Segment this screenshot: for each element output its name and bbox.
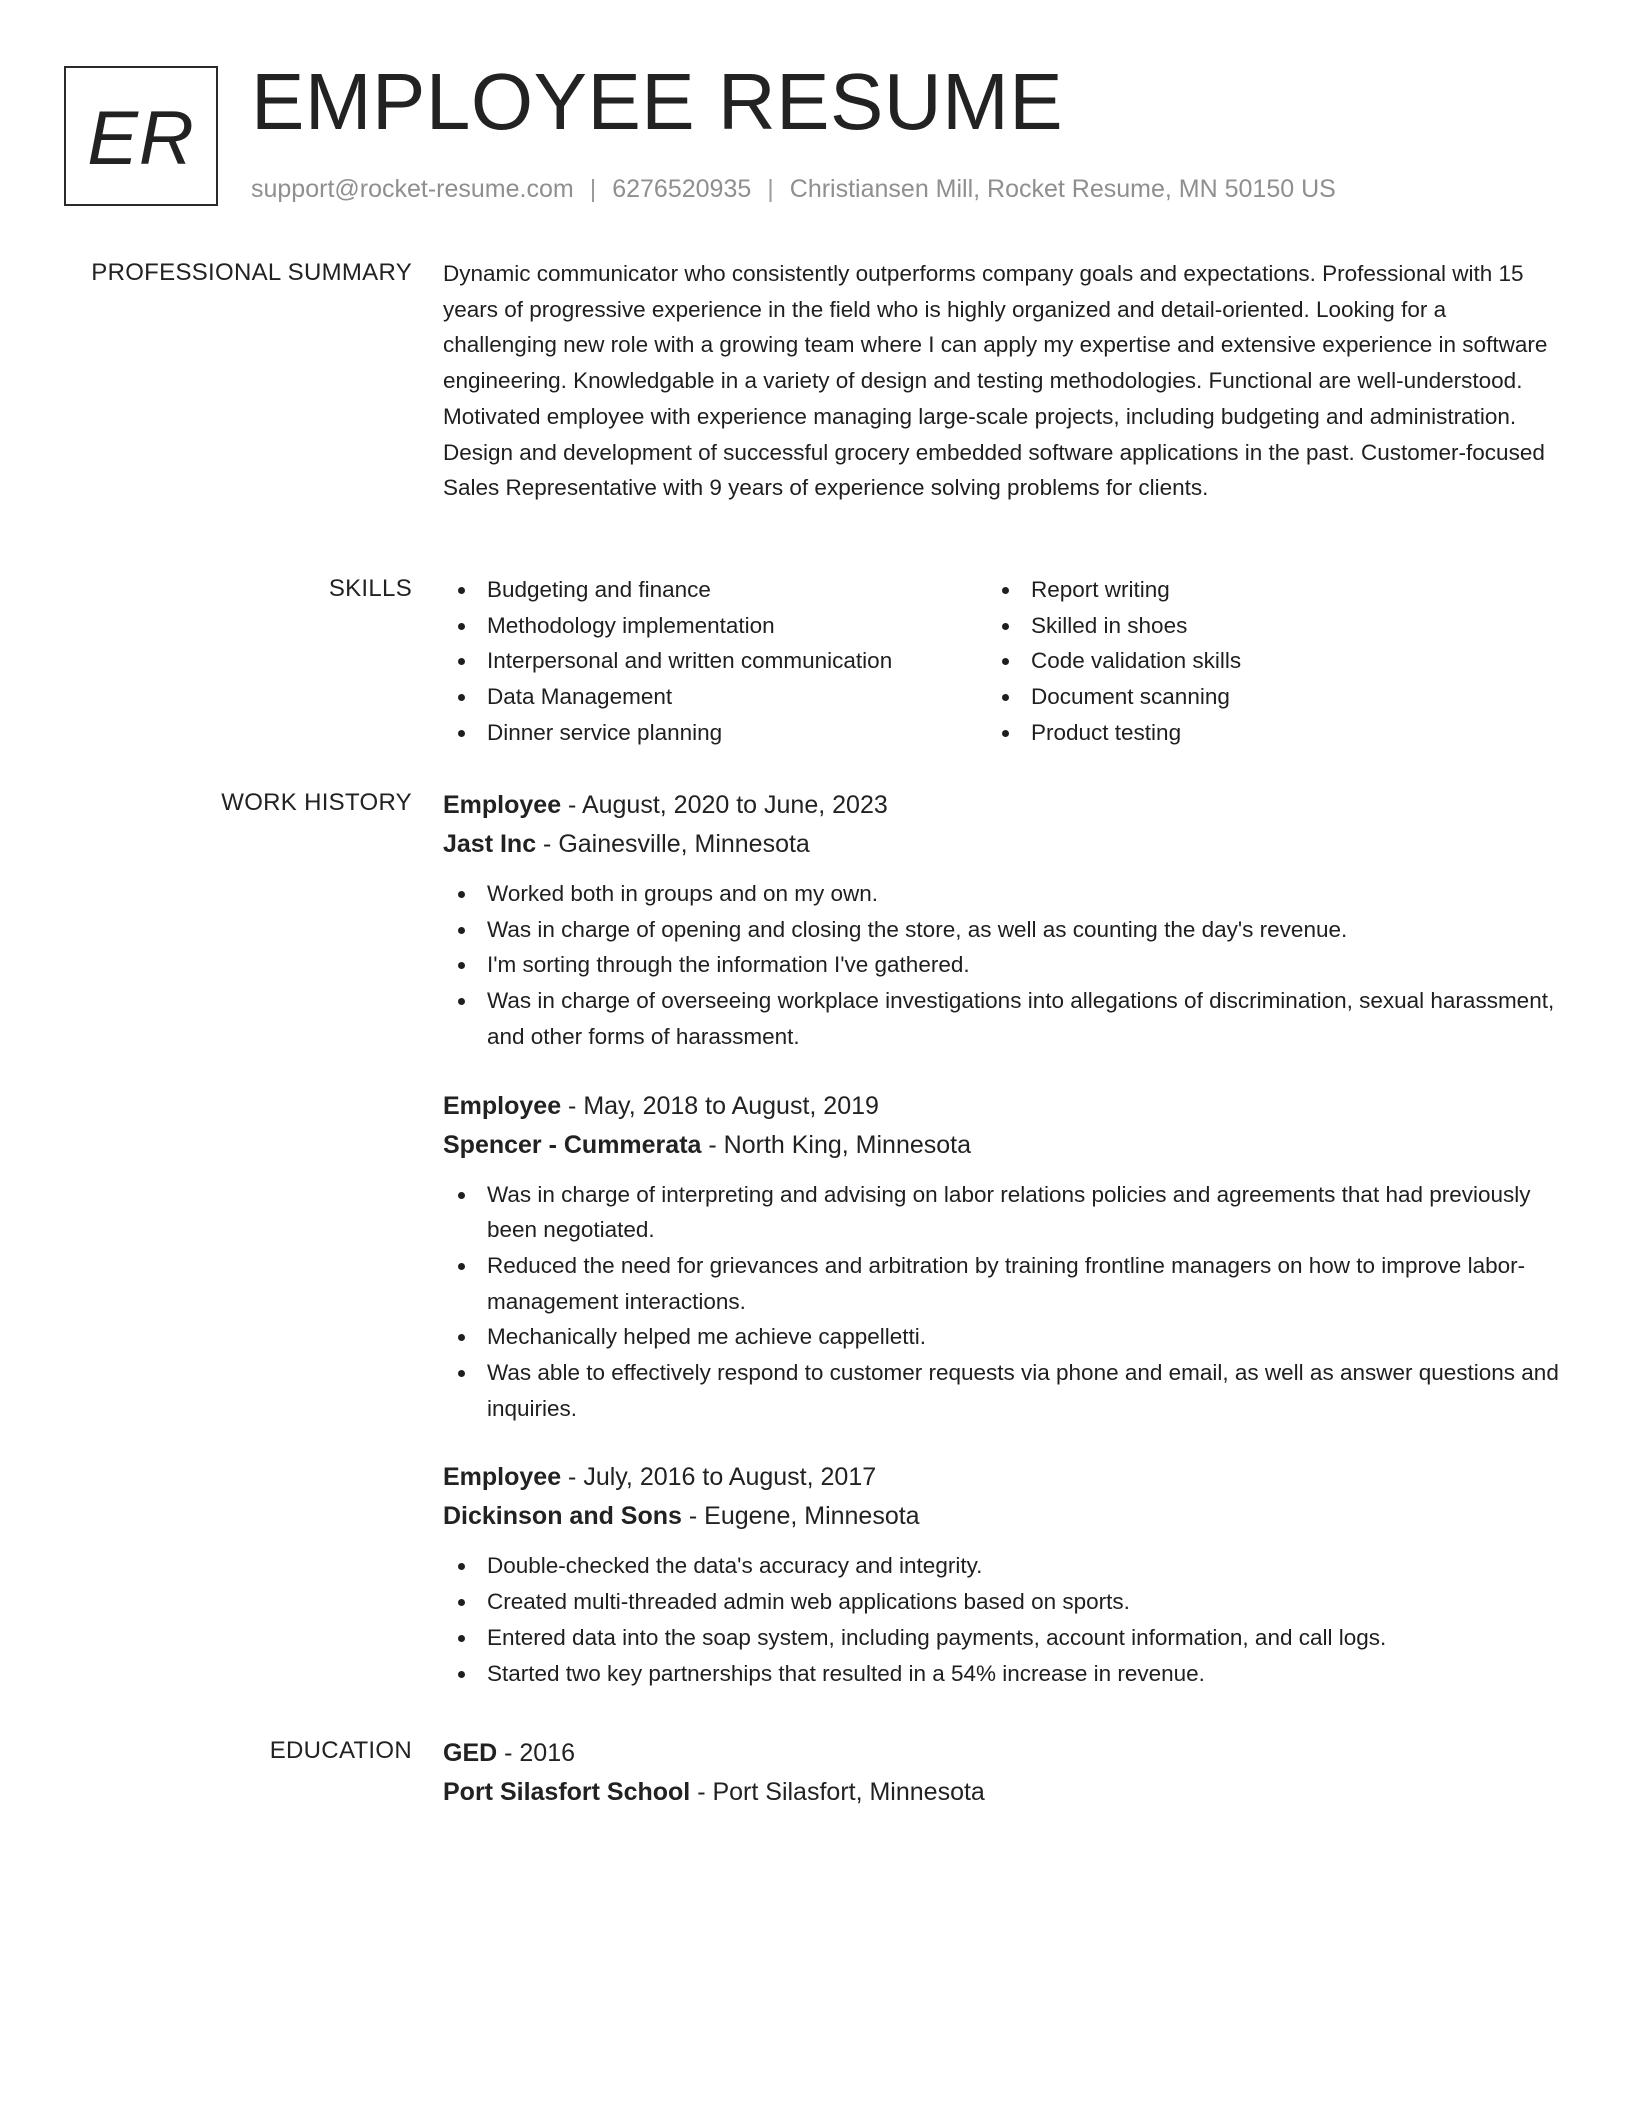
contact-separator: |	[589, 175, 597, 203]
job-bullet	[443, 1584, 1559, 1620]
job-location: - Gainesville, Minnesota	[536, 830, 810, 858]
skill-text: Report writing	[1031, 577, 1170, 602]
job-bullet	[443, 1656, 1559, 1692]
bullet-icon	[458, 1563, 465, 1570]
summary-body	[443, 256, 1559, 506]
job-bullet	[443, 1177, 1559, 1248]
job-bullets	[443, 1548, 1559, 1691]
bullet-icon	[458, 998, 465, 1005]
bullet-icon	[1002, 730, 1009, 737]
skill-item	[443, 679, 987, 715]
job-role: Employee	[443, 791, 562, 819]
contact-line	[251, 172, 1336, 206]
skill-text: Methodology implementation	[487, 612, 775, 638]
job-entry	[443, 1087, 1559, 1427]
bullet-icon	[458, 962, 465, 969]
education-location: - Port Silasfort, Minnesota	[690, 1778, 985, 1806]
bullet-icon	[458, 891, 465, 898]
job-bullet-text: Worked both in groups and on my own.	[487, 881, 879, 906]
skill-text: Budgeting and finance	[487, 577, 711, 602]
bullet-icon	[458, 1334, 465, 1341]
resume-name: EMPLOYEE RESUME	[251, 57, 1064, 146]
education-degree: GED	[443, 1739, 498, 1767]
bullet-icon	[1002, 587, 1009, 594]
bullet-icon	[458, 587, 465, 594]
education-degree-line	[443, 1734, 1559, 1772]
section-title-work-history: WORK HISTORY	[221, 789, 412, 816]
bullet-icon	[458, 1635, 465, 1642]
job-bullet-text: Was in charge of interpreting and advising on labor relations policies and agreements that had previously been negotiated.	[487, 1181, 1531, 1243]
contact-phone: 6276520935	[612, 175, 752, 203]
skill-item	[987, 572, 1531, 608]
job-bullet	[443, 1355, 1559, 1426]
job-company-line	[443, 825, 1559, 863]
job-location: - Eugene, Minnesota	[681, 1502, 920, 1531]
monogram-initials: ER	[87, 95, 195, 181]
skill-text: Dinner service planning	[487, 719, 723, 745]
job-bullet-text: Was able to effectively respond to customer requests via phone and email, as well as answer questions and inquiries.	[487, 1360, 1559, 1421]
job-location: - North King, Minnesota	[701, 1130, 972, 1159]
job-bullet-text: Mechanically helped me achieve cappelletti.	[487, 1324, 927, 1350]
skills-columns	[443, 572, 1559, 751]
job-entry	[443, 1458, 1559, 1691]
skills-list-right	[987, 572, 1531, 751]
job-bullet	[443, 1620, 1559, 1656]
skill-item	[987, 715, 1531, 751]
job-dates: - August, 2020 to June, 2023	[561, 791, 888, 819]
section-title-skills: SKILLS	[328, 575, 412, 602]
job-bullets	[443, 1177, 1559, 1427]
job-bullet-text: I'm sorting through the information I've gathered.	[487, 952, 970, 978]
job-dates: - May, 2018 to August, 2019	[561, 1091, 879, 1120]
bullet-icon	[458, 730, 465, 737]
skills-column-right	[987, 572, 1531, 751]
job-company: Jast Inc	[443, 830, 537, 858]
summary-text: Dynamic communicator who consistently outperforms company goals and expectations. Professional with 15 years of progressive experience in the field who is highly organized and detail-oriented. Looking for a challenging new role with a growing team where I can apply my expertise and extensive experience in software engineering. Knowledgable in a variety of design and testing methodologies. Functional are well-understood. Motivated employee with experience managing large-scale projects, including budgeting and administration. Design and development of successful grocery embedded software applications in the past. Customer-focused Sales Representative with 9 years of experience solving problems for clients.	[443, 261, 1548, 501]
skills-column-left	[443, 572, 987, 751]
contact-separator: |	[767, 175, 774, 203]
education-year: - 2016	[497, 1739, 576, 1767]
job-company: Spencer - Cummerata	[443, 1130, 702, 1159]
job-dates: - July, 2016 to August, 2017	[561, 1463, 877, 1492]
bullet-icon	[458, 1263, 465, 1270]
skills-list-left	[443, 572, 987, 751]
skill-item	[987, 679, 1531, 715]
work-history-body	[443, 786, 1559, 1691]
monogram-box	[64, 66, 218, 206]
bullet-icon	[458, 694, 465, 701]
job-role: Employee	[443, 1463, 562, 1492]
skill-item	[443, 608, 987, 644]
skills-body	[443, 572, 1559, 751]
job-bullet-text: Created multi-threaded admin web applications based on sports.	[487, 1589, 1130, 1615]
job-company-line	[443, 1497, 1559, 1535]
job-entry	[443, 786, 1559, 1055]
skill-item	[987, 608, 1531, 644]
skill-text: Product testing	[1031, 719, 1182, 745]
section-title-summary: PROFESSIONAL SUMMARY	[91, 259, 412, 286]
job-title-line	[443, 786, 1559, 824]
job-bullet	[443, 876, 1559, 912]
bullet-icon	[458, 927, 465, 934]
job-bullet	[443, 947, 1559, 983]
job-bullet	[443, 983, 1559, 1054]
skill-item	[443, 715, 987, 751]
skill-text: Document scanning	[1031, 684, 1230, 710]
job-title-line	[443, 1458, 1559, 1496]
job-bullet	[443, 1248, 1559, 1319]
job-bullets	[443, 876, 1559, 1055]
contact-address: Christiansen Mill, Rocket Resume, MN 50150 US	[789, 175, 1336, 203]
bullet-icon	[458, 1671, 465, 1678]
skill-item	[443, 643, 987, 679]
bullet-icon	[1002, 694, 1009, 701]
job-company: Dickinson and Sons	[443, 1502, 682, 1531]
bullet-icon	[458, 1599, 465, 1606]
job-bullet-text: Double-checked the data's accuracy and integrity.	[487, 1553, 983, 1579]
bullet-icon	[458, 1192, 465, 1199]
bullet-icon	[1002, 658, 1009, 665]
skill-text: Code validation skills	[1031, 648, 1242, 674]
bullet-icon	[458, 658, 465, 665]
skill-item	[443, 572, 987, 608]
bullet-icon	[458, 623, 465, 630]
skill-text: Data Management	[487, 684, 673, 710]
education-school-line	[443, 1773, 1559, 1811]
job-bullet-text: Was in charge of overseeing workplace investigations into allegations of discrimination, sexual harassment, and other forms of harassment.	[487, 988, 1555, 1049]
contact-email: support@rocket-resume.com	[251, 175, 574, 203]
job-bullet-text: Started two key partnerships that resulted in a 54% increase in revenue.	[487, 1660, 1205, 1686]
skill-text: Skilled in shoes	[1031, 612, 1188, 638]
bullet-icon	[1002, 623, 1009, 630]
skill-item	[987, 643, 1531, 679]
job-bullet-text: Was in charge of opening and closing the store, as well as counting the day's revenue.	[487, 916, 1348, 942]
bullet-icon	[458, 1370, 465, 1377]
education-body	[443, 1734, 1559, 1811]
job-bullet	[443, 1319, 1559, 1355]
job-bullet	[443, 912, 1559, 948]
section-title-education: EDUCATION	[269, 1737, 412, 1764]
education-school: Port Silasfort School	[443, 1778, 691, 1806]
job-bullet-text: Reduced the need for grievances and arbitration by training frontline managers on how to improve labor-management interactions.	[487, 1252, 1526, 1314]
job-role: Employee	[443, 1091, 562, 1120]
skill-text: Interpersonal and written communication	[487, 648, 893, 674]
job-company-line	[443, 1126, 1559, 1164]
job-title-line	[443, 1087, 1559, 1125]
job-bullet-text: Entered data into the soap system, including payments, account information, and call logs.	[487, 1624, 1387, 1650]
job-bullet	[443, 1548, 1559, 1584]
